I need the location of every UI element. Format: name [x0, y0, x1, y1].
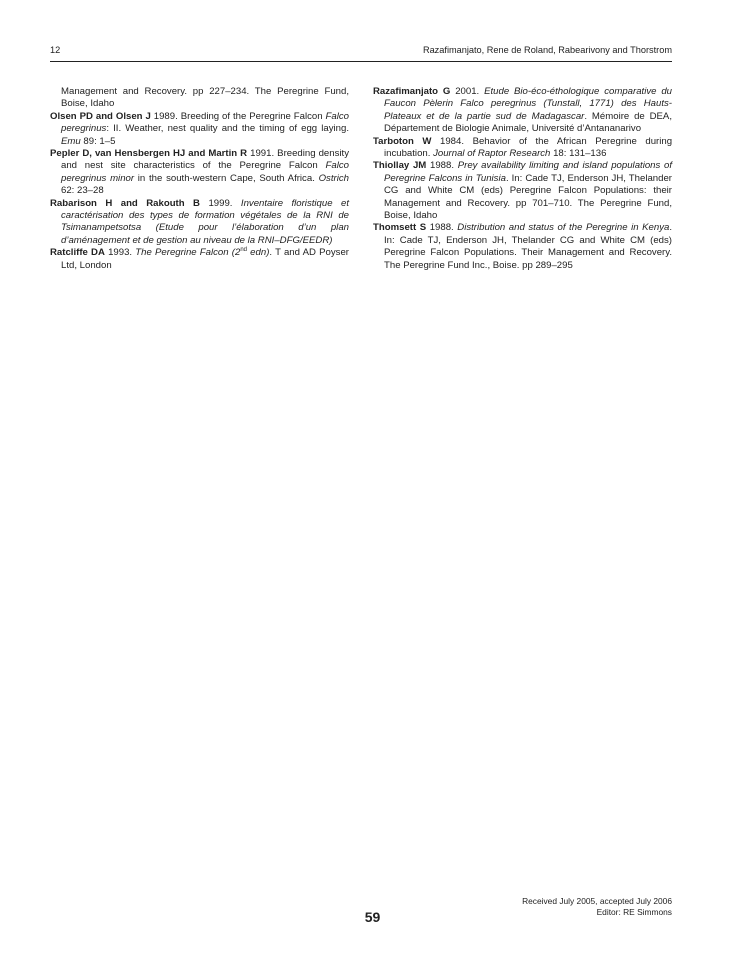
header-page-number: 12: [50, 45, 61, 55]
reference-text: 89: 1–5: [80, 135, 116, 147]
reference-text: Breeding density and nest site characteristics of the Peregrine Falcon: [61, 148, 349, 172]
reference-entry: [373, 86, 672, 136]
reference-year: 1988.: [430, 160, 455, 172]
reference-title: Prey availability limiting and island populations of Peregrine Falcons in Tunisia: [384, 160, 673, 184]
reference-year: 1988.: [429, 222, 454, 234]
reference-authors: Rabarison H and Rakouth B: [50, 197, 200, 209]
reference-entry: [373, 160, 672, 222]
reference-entry: [50, 148, 349, 198]
reference-text: : II. Weather, nest quality and the timing of egg laying.: [106, 123, 349, 135]
reference-text: . In: Cade TJ, Enderson JH, Thelander CG and White CM (eds) Peregrine Falcon Populations. Their Management and Recovery. The Peregrine Fund Inc., Boise. pp 289–295: [384, 222, 672, 271]
reference-title: edn): [247, 247, 270, 259]
header-author-line: Razafimanjato, Rene de Roland, Rabearivony and Thorstrom: [422, 45, 672, 55]
reference-title: Falco peregrinus: [61, 110, 350, 135]
reference-year: 1984.: [440, 135, 465, 147]
reference-authors: Razafimanjato G: [373, 86, 451, 97]
reference-text: . T and AD Poyser Ltd, London: [61, 247, 349, 271]
reference-superscript: nd: [240, 247, 247, 254]
reference-text: 18: 131–136: [550, 148, 607, 160]
references-right-column: [373, 86, 672, 272]
editor-line: Editor: RE Simmons: [596, 907, 672, 917]
reference-text: Behavior of the African Peregrine during incubation.: [384, 135, 673, 160]
reference-entry: [373, 136, 672, 161]
reference-text: 62: 23–28: [61, 185, 104, 197]
reference-year: 1993.: [108, 247, 133, 259]
reference-authors: Tarboton W: [373, 135, 432, 147]
reference-title: Distribution and status of the Peregrine in Kenya: [457, 222, 670, 234]
reference-text: in the south-western Cape, South Africa.: [134, 172, 319, 184]
references-left-column: [50, 86, 349, 272]
reference-text: . In: Cade TJ, Enderson JH, Thelander CG and White CM (eds) Peregrine Falcon Populations: their Management and Recovery. pp 701–710. The Peregrine Fund, Boise, Idaho: [384, 172, 672, 222]
reference-journal: Ostrich: [318, 172, 349, 184]
reference-year: 2001.: [455, 86, 480, 97]
reference-authors: Olsen PD and Olsen J: [50, 110, 151, 122]
received-dates: Received July 2005, accepted July 2006: [522, 896, 672, 906]
reference-journal: Emu: [61, 135, 81, 147]
reference-entry: [373, 222, 672, 272]
reference-authors: Pepler D, van Hensbergen HJ and Martin R: [50, 148, 248, 160]
reference-year: 1999.: [208, 197, 233, 209]
running-header: [50, 43, 672, 62]
reference-text: Breeding of the Peregrine Falcon: [180, 110, 326, 122]
reference-entry: [50, 198, 349, 248]
reference-entry: [50, 247, 349, 272]
reference-text: . Mémoire de DEA, Département de Biologie Animale, Université d’Antananarivo: [384, 110, 672, 135]
reference-journal: Journal of Raptor Research: [433, 148, 551, 160]
reference-year: 1991.: [250, 148, 275, 160]
reference-entry: [50, 111, 349, 148]
reference-authors: Ratcliffe DA: [50, 247, 105, 259]
reference-title: The Peregrine Falcon (2: [135, 247, 241, 259]
reference-title: Etude Bio-éco-éthologique comparative du Faucon Pèlerin Falco peregrinus (Tunstall, 1771) des Hauts-Plateaux et de la partie sud de Madagascar: [384, 86, 672, 122]
reference-authors: Thiollay JM: [373, 160, 427, 172]
reference-title: Inventaire floristique et caractérisation des types de formation végétales de la RNI de Tsimanampetsotsa (Etude pour l’élaboration d’un plan d’aménagement et de gestion au niveau de la RNI–DFG/EEDR): [61, 197, 349, 246]
reference-title: Falco peregrinus minor: [61, 160, 349, 184]
reference-year: 1989.: [153, 110, 178, 122]
page-folio: 59: [364, 909, 381, 925]
reference-authors: Thomsett S: [373, 222, 427, 234]
reference-entry: [50, 86, 349, 111]
reference-text: Management and Recovery. pp 227–234. The Peregrine Fund, Boise, Idaho: [61, 86, 349, 110]
